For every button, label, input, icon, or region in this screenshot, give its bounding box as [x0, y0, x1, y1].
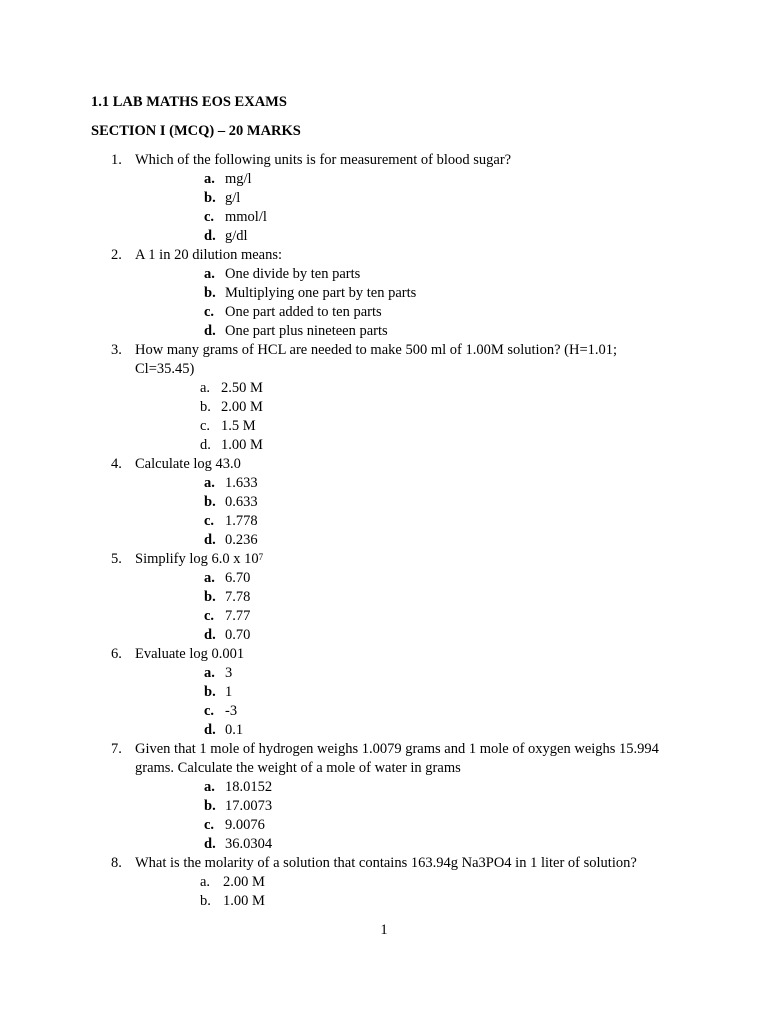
question-number: 2.	[111, 247, 122, 263]
section-title: SECTION I (MCQ) – 20 MARKS	[91, 123, 301, 139]
answer-option	[0, 417, 768, 436]
option-list	[0, 569, 768, 645]
option-text: 18.0152	[225, 779, 273, 795]
question-number: 6.	[111, 646, 122, 662]
option-text: 0.236	[225, 532, 258, 548]
option-list	[0, 664, 768, 740]
option-text: Multiplying one part by ten parts	[225, 285, 417, 301]
option-label: c.	[204, 703, 215, 719]
option-list	[0, 873, 768, 911]
question-2	[0, 246, 768, 341]
option-label: d.	[204, 722, 216, 738]
answer-option	[0, 664, 768, 683]
option-label: b.	[204, 589, 216, 605]
option-label: b.	[204, 190, 216, 206]
option-label: c.	[204, 608, 215, 624]
question-number: 8.	[111, 855, 122, 871]
option-text: 0.70	[225, 627, 251, 643]
question-text	[135, 550, 665, 569]
answer-option	[0, 284, 768, 303]
option-text: 0.1	[225, 722, 244, 738]
question-number: 5.	[111, 551, 122, 567]
option-label: b.	[200, 893, 211, 909]
option-text: 0.633	[225, 494, 258, 510]
option-text: mg/l	[225, 171, 252, 187]
answer-option	[0, 322, 768, 341]
option-list	[0, 379, 768, 455]
question-stem	[0, 151, 768, 170]
question-text	[135, 341, 665, 379]
option-text: 36.0304	[225, 836, 273, 852]
answer-option	[0, 531, 768, 550]
option-text: g/dl	[225, 228, 248, 244]
option-text: 1.00 M	[221, 437, 263, 453]
option-label: b.	[200, 399, 211, 415]
option-label: c.	[204, 817, 215, 833]
option-text: 2.00 M	[221, 399, 263, 415]
option-text: 9.0076	[225, 817, 265, 833]
question-text-body: Evaluate log 0.001	[135, 646, 245, 662]
question-number: 7.	[111, 741, 122, 757]
question-text	[135, 455, 665, 474]
exponent: 7	[258, 552, 264, 562]
option-label: b.	[204, 798, 216, 814]
question-stem	[0, 455, 768, 474]
question-stem	[0, 246, 768, 265]
answer-option	[0, 626, 768, 645]
question-text-body: How many grams of HCL are needed to make 500 ml of 1.00M solution? (H=1.01; Cl=35.45)	[135, 342, 618, 377]
answer-option	[0, 816, 768, 835]
question-text	[135, 151, 665, 170]
option-label: d.	[204, 532, 216, 548]
option-text: -3	[225, 703, 238, 719]
option-label: d.	[204, 836, 216, 852]
option-text: 1.00 M	[223, 893, 265, 909]
option-label: a.	[204, 570, 215, 586]
question-text-body: A 1 in 20 dilution means:	[135, 247, 283, 263]
option-label: c.	[200, 418, 211, 434]
option-text: 1.5 M	[221, 418, 256, 434]
answer-option	[0, 170, 768, 189]
question-stem	[0, 740, 768, 778]
question-text-body: What is the molarity of a solution that contains 163.94g Na3PO4 in 1 liter of solution?	[135, 855, 637, 871]
option-label: a.	[204, 779, 215, 795]
option-text: One part added to ten parts	[225, 304, 382, 320]
option-text: 2.00 M	[223, 874, 265, 890]
option-text: g/l	[225, 190, 241, 206]
answer-option	[0, 398, 768, 417]
answer-option	[0, 569, 768, 588]
answer-option	[0, 265, 768, 284]
answer-option	[0, 208, 768, 227]
option-label: d.	[204, 228, 216, 244]
question-text-body: Given that 1 mole of hydrogen weighs 1.0079 grams and 1 mole of oxygen weighs 15.994 grams. Calculate the weight of a mole of water in grams	[135, 741, 659, 776]
option-text: One divide by ten parts	[225, 266, 361, 282]
option-label: d.	[204, 323, 216, 339]
option-label: a.	[204, 475, 215, 491]
answer-option	[0, 607, 768, 626]
question-stem	[0, 854, 768, 873]
option-label: c.	[204, 304, 215, 320]
option-label: b.	[204, 285, 216, 301]
answer-option	[0, 702, 768, 721]
question-8	[0, 854, 768, 911]
option-label: a.	[204, 171, 215, 187]
question-number: 3.	[111, 342, 122, 358]
question-4	[0, 455, 768, 550]
question-text	[135, 645, 665, 664]
answer-option	[0, 512, 768, 531]
answer-option	[0, 493, 768, 512]
page-number: 1	[380, 922, 388, 938]
question-text	[135, 246, 665, 265]
answer-option	[0, 797, 768, 816]
option-label: d.	[200, 437, 211, 453]
option-text: 1.633	[225, 475, 258, 491]
option-label: a.	[204, 266, 215, 282]
option-label: c.	[204, 209, 215, 225]
question-3	[0, 341, 768, 455]
question-number: 1.	[111, 152, 122, 168]
option-text: 2.50 M	[221, 380, 263, 396]
answer-option	[0, 892, 768, 911]
question-text-body: Calculate log 43.0	[135, 456, 241, 472]
answer-option	[0, 873, 768, 892]
question-7	[0, 740, 768, 854]
option-text: 1.778	[225, 513, 258, 529]
answer-option	[0, 189, 768, 208]
document-title: 1.1 LAB MATHS EOS EXAMS	[91, 94, 287, 110]
question-text	[135, 740, 665, 778]
answer-option	[0, 474, 768, 493]
option-label: c.	[204, 513, 215, 529]
question-stem	[0, 645, 768, 664]
answer-option	[0, 683, 768, 702]
answer-option	[0, 303, 768, 322]
option-list	[0, 265, 768, 341]
option-list	[0, 474, 768, 550]
question-list	[0, 151, 768, 911]
option-text: 7.78	[225, 589, 251, 605]
option-label: b.	[204, 684, 216, 700]
question-6	[0, 645, 768, 740]
option-text: One part plus nineteen parts	[225, 323, 388, 339]
answer-option	[0, 227, 768, 246]
option-text: 3	[225, 665, 233, 681]
question-stem	[0, 341, 768, 379]
question-text-body: Which of the following units is for measurement of blood sugar?	[135, 152, 512, 168]
answer-option	[0, 778, 768, 797]
question-stem	[0, 550, 768, 569]
question-text-body: Simplify log 6.0 x 10	[135, 551, 259, 567]
option-label: a.	[200, 380, 211, 396]
question-5	[0, 550, 768, 645]
option-text: mmol/l	[225, 209, 267, 225]
option-label: d.	[204, 627, 216, 643]
option-label: b.	[204, 494, 216, 510]
option-label: a.	[204, 665, 215, 681]
question-text	[135, 854, 665, 873]
question-number: 4.	[111, 456, 122, 472]
answer-option	[0, 588, 768, 607]
answer-option	[0, 721, 768, 740]
answer-option	[0, 379, 768, 398]
option-list	[0, 778, 768, 854]
option-label: a.	[200, 874, 211, 890]
answer-option	[0, 835, 768, 854]
option-list	[0, 170, 768, 246]
question-1	[0, 151, 768, 246]
option-text: 17.0073	[225, 798, 273, 814]
answer-option	[0, 436, 768, 455]
option-text: 6.70	[225, 570, 251, 586]
option-text: 7.77	[225, 608, 251, 624]
option-text: 1	[225, 684, 233, 700]
